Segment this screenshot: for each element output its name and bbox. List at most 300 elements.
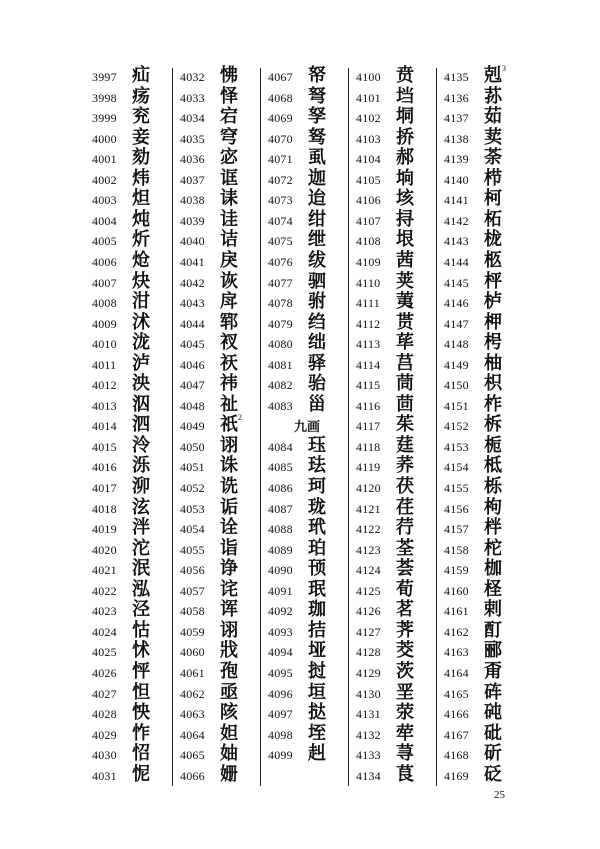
entry-number: 4116 [356,398,381,413]
entry-character: 骀 [308,373,326,395]
entry-character: 妯 [220,743,238,765]
table-row [440,107,526,127]
entry-character: 柞 [484,393,502,415]
entry-character: 绌 [308,332,326,354]
table-row [88,251,174,271]
entry-number: 4138 [444,131,469,146]
entry-number: 4034 [180,111,205,126]
entry-character: 怍 [132,722,150,744]
table-row [176,724,262,744]
entry-number: 4088 [268,522,293,537]
entry-character: 炔 [132,270,150,292]
entry-number: 4143 [444,234,469,249]
entry-character: 砭 [484,763,502,785]
entry-character: 郓 [220,311,238,333]
table-row [176,313,262,333]
table-row [88,210,174,230]
entry-number: 4065 [180,748,205,763]
table-row [176,621,262,641]
entry-number: 4042 [180,275,205,290]
entry-number: 4106 [356,193,381,208]
table-row [440,313,526,333]
table-row [352,292,438,312]
table-column-3 [264,66,350,786]
table-row [440,539,526,559]
table-row [176,559,262,579]
entry-character: 柘 [484,208,502,230]
table-row [88,333,174,353]
table-row [88,621,174,641]
column-divider [260,68,261,786]
entry-character: 栀 [484,434,502,456]
entry-number: 4058 [180,604,205,619]
table-row [88,724,174,744]
entry-number: 4089 [268,542,293,557]
entry-character: 柈 [484,517,502,539]
table-row [352,580,438,600]
entry-number: 4098 [268,727,293,742]
entry-character: 劾 [132,147,150,169]
table-row [176,744,262,764]
entry-character: 荬 [484,126,502,148]
table-row [176,456,262,476]
entry-character: 泫 [132,496,150,518]
table-row [352,313,438,333]
entry-character: 茯 [396,476,414,497]
entry-number: 4012 [92,378,117,393]
table-row [88,683,174,703]
entry-number: 4169 [444,768,469,783]
table-row [176,765,262,785]
entry-character: 炖 [132,208,150,230]
table-row [88,189,174,209]
entry-character: 祎 [220,373,238,395]
entry-character: 垧 [396,167,414,189]
table-row [176,210,262,230]
entry-character: 荑 [396,291,414,313]
entry-character: 泾 [132,599,150,621]
entry-character: 泔 [132,291,150,313]
entry-number: 4100 [356,70,381,84]
table-row [440,683,526,703]
entry-number: 4018 [92,501,117,516]
entry-character: 玳 [308,517,326,539]
entry-number: 4040 [180,234,205,249]
table-row [352,600,438,620]
table-row [264,374,350,394]
entry-number: 4142 [444,213,469,228]
table-row [176,251,262,271]
table-row [88,313,174,333]
entry-number: 4144 [444,254,469,269]
table-row [88,477,174,497]
entry-character: 怏 [132,702,150,724]
entry-character: 泷 [132,332,150,354]
entry-character: 栎 [484,476,502,497]
entry-character: 赳 [308,743,326,765]
table-row [88,580,174,600]
entry-character: 孥 [308,106,326,128]
entry-number: 4155 [444,481,469,495]
table-row [440,87,526,107]
entry-character: 姗 [220,763,238,785]
entry-number: 4045 [180,337,205,352]
entry-number: 4077 [268,275,293,290]
table-row [88,600,174,620]
table-row [176,354,262,374]
entry-number: 4030 [92,748,117,763]
entry-number: 4146 [444,296,469,311]
entry-character: 诙 [220,270,238,292]
table-row [176,374,262,394]
entry-number: 4093 [268,624,293,639]
table-row [176,436,262,456]
entry-number: 4112 [356,316,381,331]
entry-character: 戾 [220,249,238,271]
table-row [88,641,174,661]
table-row [440,436,526,456]
table-row [264,580,350,600]
entry-character: 泺 [132,455,150,477]
entry-character: 泗 [132,414,150,436]
entry-number: 4011 [92,357,117,372]
entry-number: 4078 [268,296,293,311]
table-row [264,477,350,497]
entry-character: 柩 [484,249,502,271]
table-row [264,744,350,764]
table-row [352,641,438,661]
table-row [264,436,350,456]
entry-character: 荀 [396,578,414,600]
entry-number: 4107 [356,213,381,228]
table-row [264,498,350,518]
entry-character: 驸 [308,291,326,313]
entry-number: 4074 [268,213,293,228]
table-row [264,662,350,682]
entry-number: 4128 [356,645,381,660]
entry-character: 茴 [396,393,414,415]
entry-character: 砗 [484,681,502,703]
table-row [88,107,174,127]
entry-character: 荥 [396,702,414,724]
entry-character: 诖 [220,208,238,230]
entry-character: 泸 [132,352,150,374]
table-row [440,703,526,723]
table-row [176,498,262,518]
column-divider [172,68,173,786]
entry-character: 挝 [308,660,326,682]
entry-character: 泖 [132,476,150,497]
entry-number: 4085 [268,460,293,475]
entry-character: 祉 [220,393,238,415]
entry-character: 疝 [132,65,150,86]
entry-character: 诩 [220,434,238,456]
table-row [352,251,438,271]
entry-number: 4165 [444,686,469,701]
table-row [440,600,526,620]
entry-character: 怙 [132,619,150,641]
entry-character: 挢 [396,126,414,148]
table-row [440,724,526,744]
entry-character: 怦 [132,660,150,682]
entry-character: 泱 [132,373,150,395]
table-row [88,169,174,189]
table-row [440,498,526,518]
entry-number: 3997 [92,70,117,84]
entry-number: 4167 [444,727,469,742]
table-column-1 [88,66,174,786]
entry-number: 4162 [444,624,469,639]
column-divider [436,68,437,786]
entry-number: 4041 [180,254,205,269]
table-row [88,539,174,559]
entry-number: 4145 [444,275,469,290]
entry-number: 4102 [356,111,381,126]
entry-number: 4082 [268,378,293,393]
entry-number: 4068 [268,90,293,105]
entry-character: 诘 [220,229,238,251]
entry-character: 栊 [484,229,502,251]
table-row [440,272,526,292]
table-row [352,765,438,785]
entry-character: 珐 [308,455,326,477]
entry-number: 4136 [444,90,469,105]
table-row [352,415,438,435]
entry-character: 怵 [132,640,150,662]
table-row [176,230,262,250]
entry-number: 4009 [92,316,117,331]
entry-number: 3998 [92,90,117,105]
table-row [264,272,350,292]
entry-number: 4019 [92,522,117,537]
entry-character: 珂 [308,476,326,497]
table-row [88,518,174,538]
entry-number: 4105 [356,172,381,187]
entry-number: 4076 [268,254,293,269]
entry-character: 宓 [220,147,238,169]
entry-character: 柁 [484,537,502,559]
entry-character: 疡 [132,85,150,107]
entry-character: 祇 [220,414,238,436]
entry-number: 4044 [180,316,205,331]
entry-character: 枵 [484,332,502,354]
table-row [440,169,526,189]
table-row [176,415,262,435]
table-row [440,374,526,394]
table-row [88,703,174,723]
table-column-4 [352,66,438,786]
entry-character: 陔 [220,702,238,724]
entry-number: 4003 [92,193,117,208]
entry-character: 荪 [484,85,502,107]
table-row [440,765,526,785]
entry-character: 荨 [396,743,414,765]
entry-character: 衩 [220,332,238,354]
entry-number: 4004 [92,213,117,228]
entry-character: 栉 [484,167,502,189]
entry-character: 迨 [308,188,326,210]
entry-character: 诛 [220,455,238,477]
entry-character: 诩 [220,619,238,641]
entry-character: 垩 [396,681,414,703]
entry-number: 4069 [268,111,293,126]
entry-character: 垭 [308,640,326,662]
entry-character: 珏 [308,434,326,456]
table-row [176,662,262,682]
entry-character: 柽 [484,578,502,600]
entry-number: 4031 [92,768,117,783]
table-row [264,683,350,703]
entry-number: 4017 [92,481,117,495]
table-row [88,765,174,785]
entry-number: 4067 [268,70,293,84]
table-row [440,641,526,661]
entry-number: 4160 [444,583,469,598]
entry-number: 4140 [444,172,469,187]
entry-character: 诜 [220,476,238,497]
entry-character: 虱 [308,147,326,169]
entry-character: 怛 [132,681,150,703]
entry-character: 炜 [132,167,150,189]
entry-character: 茨 [396,660,414,682]
entry-number: 4010 [92,337,117,352]
table-row [352,477,438,497]
table-row [88,559,174,579]
entry-character: 诧 [220,578,238,600]
entry-character: 荦 [396,722,414,744]
entry-character: 沭 [132,311,150,333]
entry-number: 4062 [180,686,205,701]
entry-character: 枳 [484,373,502,395]
entry-character: 沱 [132,537,150,559]
entry-number: 4124 [356,563,381,578]
table-row [352,539,438,559]
entry-character: 泮 [132,517,150,539]
entry-character: 甾 [308,393,326,415]
table-row [352,66,438,86]
entry-number: 4164 [444,665,469,680]
entry-number: 4120 [356,481,381,495]
entry-number: 4099 [268,748,293,763]
entry-number: 4163 [444,645,469,660]
entry-number: 4151 [444,398,469,413]
entry-number: 4129 [356,665,381,680]
entry-number: 4060 [180,645,205,660]
table-row [88,292,174,312]
entry-character: 柚 [484,352,502,374]
table-row [440,128,526,148]
entry-character: 拮 [308,619,326,641]
entry-number: 4101 [356,90,381,105]
entry-number: 4150 [444,378,469,393]
entry-character: 枸 [484,496,502,518]
table-row [176,518,262,538]
entry-number: 4020 [92,542,117,557]
entry-number: 4110 [356,275,381,290]
entry-number: 4033 [180,90,205,105]
entry-number: 4001 [92,152,117,167]
table-row [88,87,174,107]
table-row [176,539,262,559]
entry-character: 茱 [396,414,414,436]
entry-character: 珈 [308,599,326,621]
table-row [176,66,262,86]
entry-character: 绀 [308,208,326,230]
table-row [264,169,350,189]
table-row [88,272,174,292]
entry-number: 4005 [92,234,117,249]
table-row [352,107,438,127]
entry-character: 荠 [396,619,414,641]
entry-number: 4064 [180,727,205,742]
entry-character: 宕 [220,106,238,128]
table-row [352,683,438,703]
entry-number: 4149 [444,357,469,372]
table-row [352,621,438,641]
table-row [176,189,262,209]
entry-character: 斫 [484,743,502,765]
entry-character: 茗 [396,599,414,621]
entry-number: 4166 [444,707,469,722]
table-row [440,621,526,641]
entry-number: 4037 [180,172,205,187]
entry-character: 泯 [132,558,150,580]
entry-character: 茭 [396,640,414,662]
table-row [352,354,438,374]
entry-character: 枰 [484,270,502,292]
entry-character: 甭 [484,660,502,682]
table-row [176,148,262,168]
table-row [440,333,526,353]
entry-character: 绁 [308,229,326,251]
table-row [264,251,350,271]
table-row [264,621,350,641]
entry-number: 4055 [180,542,205,557]
entry-character: 驽 [308,126,326,148]
table-row [176,169,262,189]
entry-character: 诔 [220,188,238,210]
entry-character: 栌 [484,291,502,313]
entry-character: 诤 [220,558,238,580]
entry-number: 4148 [444,337,469,352]
entry-number: 4147 [444,316,469,331]
entry-number: 4114 [356,357,381,372]
entry-number: 4084 [268,439,293,454]
entry-number: 4002 [92,172,117,187]
entry-number: 4008 [92,296,117,311]
entry-number: 4153 [444,439,469,454]
entry-character: 荃 [396,537,414,559]
table-row [440,230,526,250]
table-row [352,169,438,189]
table-row [264,210,350,230]
entry-number: 4131 [356,707,381,722]
table-row [440,518,526,538]
table-column-5 [440,66,526,786]
table-row [264,641,350,661]
entry-character: 郝 [396,147,414,169]
entry-number: 4111 [356,296,380,311]
character-table [88,66,520,786]
table-row [352,333,438,353]
table-row [88,436,174,456]
table-row [352,210,438,230]
entry-number: 4094 [268,645,293,660]
entry-number: 4161 [444,604,469,619]
entry-number: 4026 [92,665,117,680]
table-row [440,744,526,764]
entry-number: 4104 [356,152,381,167]
